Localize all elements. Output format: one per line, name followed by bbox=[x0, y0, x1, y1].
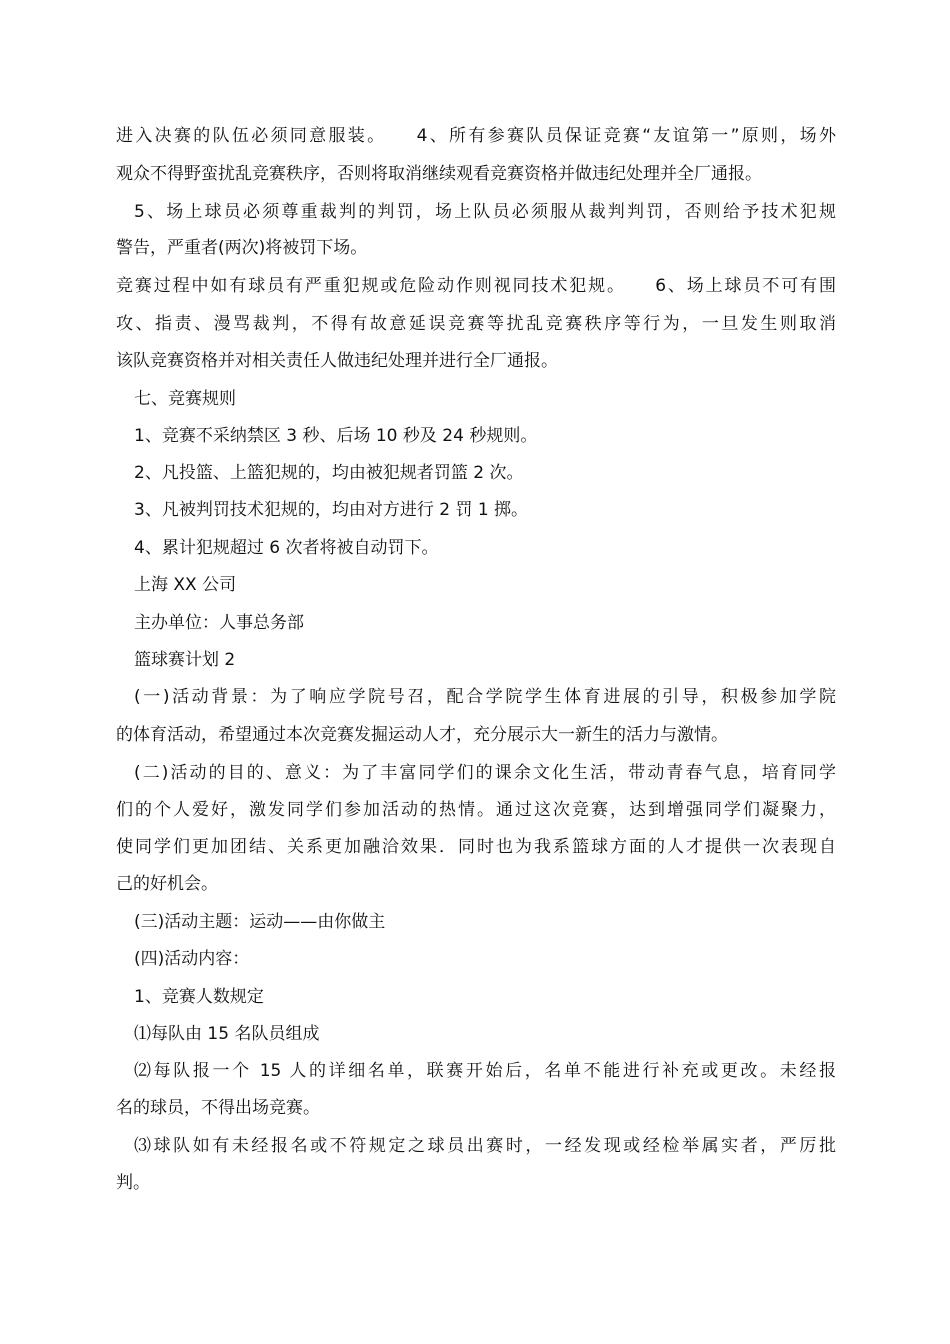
text-line: 名的球员，不得出场竞赛。 bbox=[116, 1098, 320, 1118]
text-line: 观众不得野蛮扰乱竞赛秩序，否则将取消继续观看竞赛资格并做违纪处理并全厂通报。 bbox=[116, 164, 762, 184]
text-line: 4、累计犯规超过 6 次者将被自动罚下。 bbox=[134, 538, 439, 558]
organizer-line: 主办单位：人事总务部 bbox=[134, 613, 304, 633]
text-line: 判。 bbox=[116, 1173, 150, 1193]
text-line: 2、凡投篮、上篮犯规的，均由被犯规者罚篮 2 次。 bbox=[134, 463, 524, 483]
text-line: 该队竞赛资格并对相关责任人做违纪处理并进行全厂通报。 bbox=[116, 351, 558, 371]
text-line: 攻、指责、漫骂裁判，不得有故意延误竞赛等扰乱竞赛秩序等行为，一旦发生则取消 bbox=[116, 314, 836, 334]
text-line: 1、竞赛不采纳禁区 3 秒、后场 10 秒及 24 秒规则。 bbox=[134, 426, 538, 446]
text-line: ⑵每队报一个 15 人的详细名单，联赛开始后，名单不能进行补充或更改。未经报 bbox=[134, 1061, 836, 1081]
text-line: (一)活动背景：为了响应学院号召，配合学院学生体育进展的引导，积极参加学院 bbox=[134, 687, 836, 707]
text-line: (二)活动的目的、意义：为了丰富同学们的课余文化生活，带动青春气息，培育同学 bbox=[134, 763, 836, 783]
text-line: 们的个人爱好，激发同学们参加活动的热情。通过这次竞赛，达到增强同学们凝聚力， bbox=[116, 800, 836, 820]
text-line: 的体育活动，希望通过本次竞赛发掘运动人才，充分展示大一新生的活力与激情。 bbox=[116, 725, 728, 745]
text-line: 使同学们更加团结、关系更加融洽效果．同时也为我系篮球方面的人才提供一次表现自 bbox=[116, 837, 836, 857]
text-line: 1、竞赛人数规定 bbox=[134, 987, 264, 1007]
section-heading: 七、竞赛规则 bbox=[134, 389, 236, 409]
text-line: 警告，严重者(两次)将被罚下场。 bbox=[116, 238, 368, 258]
text-line: 进入决赛的队伍必须同意服装。 4、所有参赛队员保证竞赛“友谊第一”原则，场外 bbox=[116, 126, 836, 146]
company-name: 上海 XX 公司 bbox=[134, 575, 237, 595]
text-line: 竞赛过程中如有球员有严重犯规或危险动作则视同技术犯规。 6、场上球员不可有围 bbox=[116, 276, 836, 296]
text-line: 己的好机会。 bbox=[116, 874, 218, 894]
text-line: ⑶球队如有未经报名或不符规定之球员出赛时，一经发现或经检举属实者，严厉批 bbox=[134, 1136, 836, 1156]
text-line: (四)活动内容： bbox=[134, 949, 250, 969]
text-line: 5、场上球员必须尊重裁判的判罚，场上队员必须服从裁判判罚，否则给予技术犯规 bbox=[134, 202, 836, 222]
text-line: ⑴每队由 15 名队员组成 bbox=[134, 1024, 320, 1044]
text-line: (三)活动主题：运动——由你做主 bbox=[134, 912, 386, 932]
section-heading: 篮球赛计划 2 bbox=[134, 650, 236, 670]
text-line: 3、凡被判罚技术犯规的，均由对方进行 2 罚 1 掷。 bbox=[134, 500, 529, 520]
